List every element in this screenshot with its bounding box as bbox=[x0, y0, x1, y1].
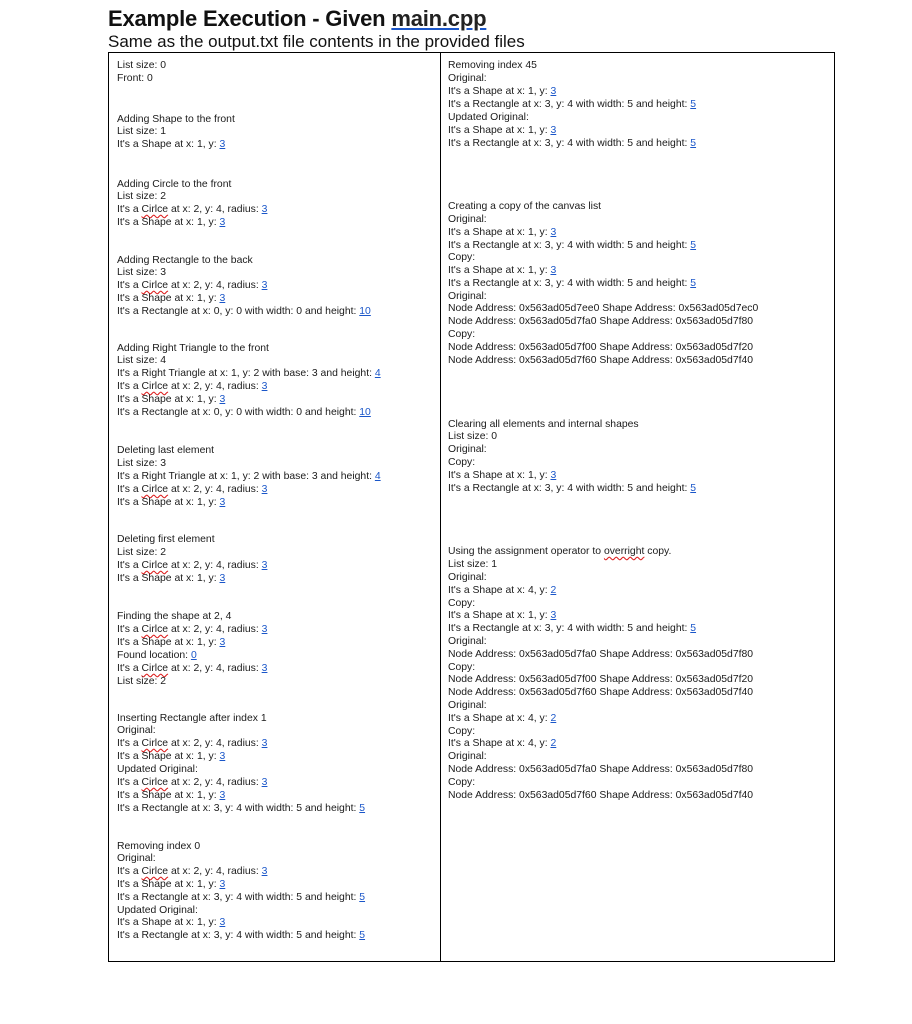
output-line: Using the assignment operator to overright copy. bbox=[448, 546, 672, 557]
output-line: List size: 2 bbox=[117, 547, 167, 558]
output-line: Node Address: 0x563ad05d7f60 Shape Address: 0x563ad05d7f40 bbox=[448, 790, 754, 801]
output-line: Deleting first element bbox=[117, 534, 215, 545]
underlined-value: 3 bbox=[550, 265, 557, 276]
output-line: It's a Right Triangle at x: 1, y: 2 with base: 3 and height: 4 bbox=[117, 471, 381, 482]
underlined-value: 5 bbox=[359, 930, 366, 941]
output-line: List size: 2 bbox=[117, 676, 167, 687]
underlined-value: 3 bbox=[261, 280, 268, 291]
underlined-value: 3 bbox=[219, 139, 226, 150]
underlined-value: 5 bbox=[690, 623, 697, 634]
output-line: It's a Rectangle at x: 3, y: 4 with width: 5 and height: 5 bbox=[448, 138, 697, 149]
output-line: List size: 2 bbox=[117, 191, 167, 202]
output-line: List size: 0 bbox=[117, 60, 167, 71]
output-line: It's a Right Triangle at x: 1, y: 2 with base: 3 and height: 4 bbox=[117, 368, 381, 379]
underlined-value: 3 bbox=[261, 777, 268, 788]
output-line: Original: bbox=[448, 636, 487, 647]
output-line: It's a Cirlce at x: 2, y: 4, radius: 3 bbox=[117, 738, 268, 749]
output-line: It's a Shape at x: 1, y: 3 bbox=[117, 573, 226, 584]
output-line: It's a Shape at x: 1, y: 3 bbox=[448, 610, 557, 621]
underlined-value: 3 bbox=[550, 125, 557, 136]
spellcheck-word: overright bbox=[603, 546, 645, 557]
output-line: It's a Shape at x: 1, y: 3 bbox=[448, 227, 557, 238]
spellcheck-word: Cirlce bbox=[141, 738, 169, 749]
output-line: It's a Rectangle at x: 3, y: 4 with width: 5 and height: 5 bbox=[448, 623, 697, 634]
main-cpp-link[interactable]: main.cpp bbox=[391, 6, 487, 31]
underlined-value: 3 bbox=[550, 610, 557, 621]
output-line: List size: 1 bbox=[117, 126, 167, 137]
output-line: Removing index 45 bbox=[448, 60, 537, 71]
underlined-value: 3 bbox=[261, 204, 268, 215]
output-line: Original: bbox=[448, 73, 487, 84]
output-line: Copy: bbox=[448, 726, 476, 737]
output-line: Original: bbox=[448, 291, 487, 302]
underlined-value: 3 bbox=[261, 484, 268, 495]
output-line: It's a Shape at x: 4, y: 2 bbox=[448, 738, 557, 749]
output-line: It's a Rectangle at x: 3, y: 4 with width: 5 and height: 5 bbox=[117, 930, 366, 941]
output-line: It's a Cirlce at x: 2, y: 4, radius: 3 bbox=[117, 280, 268, 291]
output-line: It's a Rectangle at x: 3, y: 4 with width: 5 and height: 5 bbox=[448, 240, 697, 251]
output-line: Copy: bbox=[448, 457, 476, 468]
output-line: Node Address: 0x563ad05d7f00 Shape Address: 0x563ad05d7f20 bbox=[448, 674, 754, 685]
underlined-value: 3 bbox=[261, 866, 268, 877]
underlined-value: 2 bbox=[550, 585, 557, 596]
spellcheck-word: Cirlce bbox=[141, 777, 169, 788]
underlined-value: 3 bbox=[550, 86, 557, 97]
output-line: Found location: 0 bbox=[117, 650, 197, 661]
underlined-value: 3 bbox=[219, 917, 226, 928]
output-line: Node Address: 0x563ad05d7fa0 Shape Address: 0x563ad05d7f80 bbox=[448, 649, 754, 660]
output-line: It's a Shape at x: 1, y: 3 bbox=[448, 125, 557, 136]
output-line: It's a Rectangle at x: 0, y: 0 with width: 0 and height: 10 bbox=[117, 306, 371, 317]
title-prefix: Example Execution - Given bbox=[108, 6, 392, 31]
output-line: It's a Shape at x: 1, y: 3 bbox=[117, 293, 226, 304]
underlined-value: 5 bbox=[690, 240, 697, 251]
underlined-value: 3 bbox=[219, 751, 226, 762]
underlined-value: 4 bbox=[374, 471, 381, 482]
spellcheck-word: Cirlce bbox=[141, 866, 169, 877]
output-line: It's a Shape at x: 1, y: 3 bbox=[448, 265, 557, 276]
output-line: It's a Shape at x: 1, y: 3 bbox=[117, 790, 226, 801]
output-line: It's a Shape at x: 4, y: 2 bbox=[448, 713, 557, 724]
underlined-value: 3 bbox=[219, 637, 226, 648]
underlined-value: 3 bbox=[219, 497, 226, 508]
output-line: Adding Shape to the front bbox=[117, 114, 235, 125]
spellcheck-word: Cirlce bbox=[141, 280, 169, 291]
output-line: It's a Cirlce at x: 2, y: 4, radius: 3 bbox=[117, 381, 268, 392]
underlined-value: 3 bbox=[219, 790, 226, 801]
output-line: It's a Rectangle at x: 3, y: 4 with width: 5 and height: 5 bbox=[117, 803, 366, 814]
page-title bbox=[108, 6, 486, 32]
output-line: List size: 3 bbox=[117, 458, 167, 469]
output-line: Clearing all elements and internal shapes bbox=[448, 419, 639, 430]
output-line: It's a Shape at x: 1, y: 3 bbox=[117, 394, 226, 405]
output-line: Copy: bbox=[448, 777, 476, 788]
output-line: Adding Right Triangle to the front bbox=[117, 343, 269, 354]
output-line: It's a Shape at x: 1, y: 3 bbox=[117, 637, 226, 648]
output-line: Original: bbox=[448, 214, 487, 225]
output-line: List size: 3 bbox=[117, 267, 167, 278]
output-table bbox=[108, 52, 835, 962]
output-line: Finding the shape at 2, 4 bbox=[117, 611, 232, 622]
underlined-value: 10 bbox=[359, 407, 371, 418]
underlined-value: 3 bbox=[219, 879, 226, 890]
output-line: Copy: bbox=[448, 662, 476, 673]
output-line: List size: 0 bbox=[448, 431, 498, 442]
underlined-value: 2 bbox=[550, 713, 557, 724]
output-line: It's a Shape at x: 1, y: 3 bbox=[117, 139, 226, 150]
underlined-value: 3 bbox=[261, 560, 268, 571]
output-line: Updated Original: bbox=[448, 112, 529, 123]
output-line: Original: bbox=[448, 444, 487, 455]
underlined-value: 10 bbox=[359, 306, 371, 317]
output-line: It's a Shape at x: 1, y: 3 bbox=[448, 86, 557, 97]
output-line: It's a Cirlce at x: 2, y: 4, radius: 3 bbox=[117, 624, 268, 635]
output-line: It's a Shape at x: 1, y: 3 bbox=[117, 217, 226, 228]
output-line: Original: bbox=[448, 700, 487, 711]
output-line: Node Address: 0x563ad05d7ee0 Shape Address: 0x563ad05d7ec0 bbox=[448, 303, 759, 314]
output-line: Copy: bbox=[448, 252, 476, 263]
spellcheck-word: Cirlce bbox=[141, 484, 169, 495]
output-line: Node Address: 0x563ad05d7f00 Shape Address: 0x563ad05d7f20 bbox=[448, 342, 754, 353]
underlined-value: 5 bbox=[690, 278, 697, 289]
output-line: It's a Rectangle at x: 3, y: 4 with width: 5 and height: 5 bbox=[117, 892, 366, 903]
output-line: Inserting Rectangle after index 1 bbox=[117, 713, 267, 724]
output-line: It's a Shape at x: 4, y: 2 bbox=[448, 585, 557, 596]
output-line: Adding Rectangle to the back bbox=[117, 255, 253, 266]
underlined-value: 2 bbox=[550, 738, 557, 749]
output-line: It's a Rectangle at x: 3, y: 4 with width: 5 and height: 5 bbox=[448, 483, 697, 494]
page-subtitle: Same as the output.txt file contents in the provided files bbox=[108, 32, 525, 51]
underlined-value: 3 bbox=[261, 663, 268, 674]
output-line: It's a Cirlce at x: 2, y: 4, radius: 3 bbox=[117, 560, 268, 571]
output-line: List size: 4 bbox=[117, 355, 167, 366]
underlined-value: 5 bbox=[690, 138, 697, 149]
output-line: Node Address: 0x563ad05d7fa0 Shape Address: 0x563ad05d7f80 bbox=[448, 764, 754, 775]
underlined-value: 3 bbox=[550, 227, 557, 238]
underlined-value: 3 bbox=[219, 394, 226, 405]
output-line: Creating a copy of the canvas list bbox=[448, 201, 602, 212]
spellcheck-word: Cirlce bbox=[141, 624, 169, 635]
underlined-value: 3 bbox=[550, 470, 557, 481]
output-line: It's a Rectangle at x: 3, y: 4 with width: 5 and height: 5 bbox=[448, 278, 697, 289]
output-line: Deleting last element bbox=[117, 445, 215, 456]
output-line: Original: bbox=[117, 725, 156, 736]
output-line: It's a Cirlce at x: 2, y: 4, radius: 3 bbox=[117, 777, 268, 788]
output-line: Updated Original: bbox=[117, 905, 198, 916]
output-line: It's a Rectangle at x: 3, y: 4 with width: 5 and height: 5 bbox=[448, 99, 697, 110]
output-line: It's a Shape at x: 1, y: 3 bbox=[117, 751, 226, 762]
spellcheck-word: Cirlce bbox=[141, 381, 169, 392]
output-line: It's a Rectangle at x: 0, y: 0 with width: 0 and height: 10 bbox=[117, 407, 371, 418]
output-line: Original: bbox=[448, 751, 487, 762]
underlined-value: 5 bbox=[690, 483, 697, 494]
output-line: It's a Cirlce at x: 2, y: 4, radius: 3 bbox=[117, 663, 268, 674]
output-line: It's a Shape at x: 1, y: 3 bbox=[117, 917, 226, 928]
output-line: Copy: bbox=[448, 329, 476, 340]
output-line: Original: bbox=[117, 853, 156, 864]
underlined-value: 0 bbox=[190, 650, 197, 661]
underlined-value: 3 bbox=[261, 738, 268, 749]
output-line: Copy: bbox=[448, 598, 476, 609]
output-line: Original: bbox=[448, 572, 487, 583]
output-line: It's a Shape at x: 1, y: 3 bbox=[448, 470, 557, 481]
underlined-value: 4 bbox=[374, 368, 381, 379]
underlined-value: 3 bbox=[261, 381, 268, 392]
spellcheck-word: Cirlce bbox=[141, 560, 169, 571]
underlined-value: 5 bbox=[359, 803, 366, 814]
underlined-value: 5 bbox=[359, 892, 366, 903]
output-line: Updated Original: bbox=[117, 764, 198, 775]
underlined-value: 5 bbox=[690, 99, 697, 110]
underlined-value: 3 bbox=[261, 624, 268, 635]
underlined-value: 3 bbox=[219, 573, 226, 584]
output-line: It's a Shape at x: 1, y: 3 bbox=[117, 879, 226, 890]
output-line: Adding Circle to the front bbox=[117, 179, 232, 190]
spellcheck-word: Cirlce bbox=[141, 204, 169, 215]
output-line: It's a Cirlce at x: 2, y: 4, radius: 3 bbox=[117, 866, 268, 877]
output-line: It's a Cirlce at x: 2, y: 4, radius: 3 bbox=[117, 484, 268, 495]
output-line: Node Address: 0x563ad05d7f60 Shape Address: 0x563ad05d7f40 bbox=[448, 355, 754, 366]
output-line: Node Address: 0x563ad05d7f60 Shape Address: 0x563ad05d7f40 bbox=[448, 687, 754, 698]
output-line: Node Address: 0x563ad05d7fa0 Shape Address: 0x563ad05d7f80 bbox=[448, 316, 754, 327]
output-line: It's a Shape at x: 1, y: 3 bbox=[117, 497, 226, 508]
output-line: It's a Cirlce at x: 2, y: 4, radius: 3 bbox=[117, 204, 268, 215]
output-line: Removing index 0 bbox=[117, 841, 201, 852]
spellcheck-word: Cirlce bbox=[141, 663, 169, 674]
column-divider bbox=[440, 53, 441, 961]
output-line: Front: 0 bbox=[117, 73, 153, 84]
underlined-value: 3 bbox=[219, 293, 226, 304]
output-line: List size: 1 bbox=[448, 559, 498, 570]
underlined-value: 3 bbox=[219, 217, 226, 228]
